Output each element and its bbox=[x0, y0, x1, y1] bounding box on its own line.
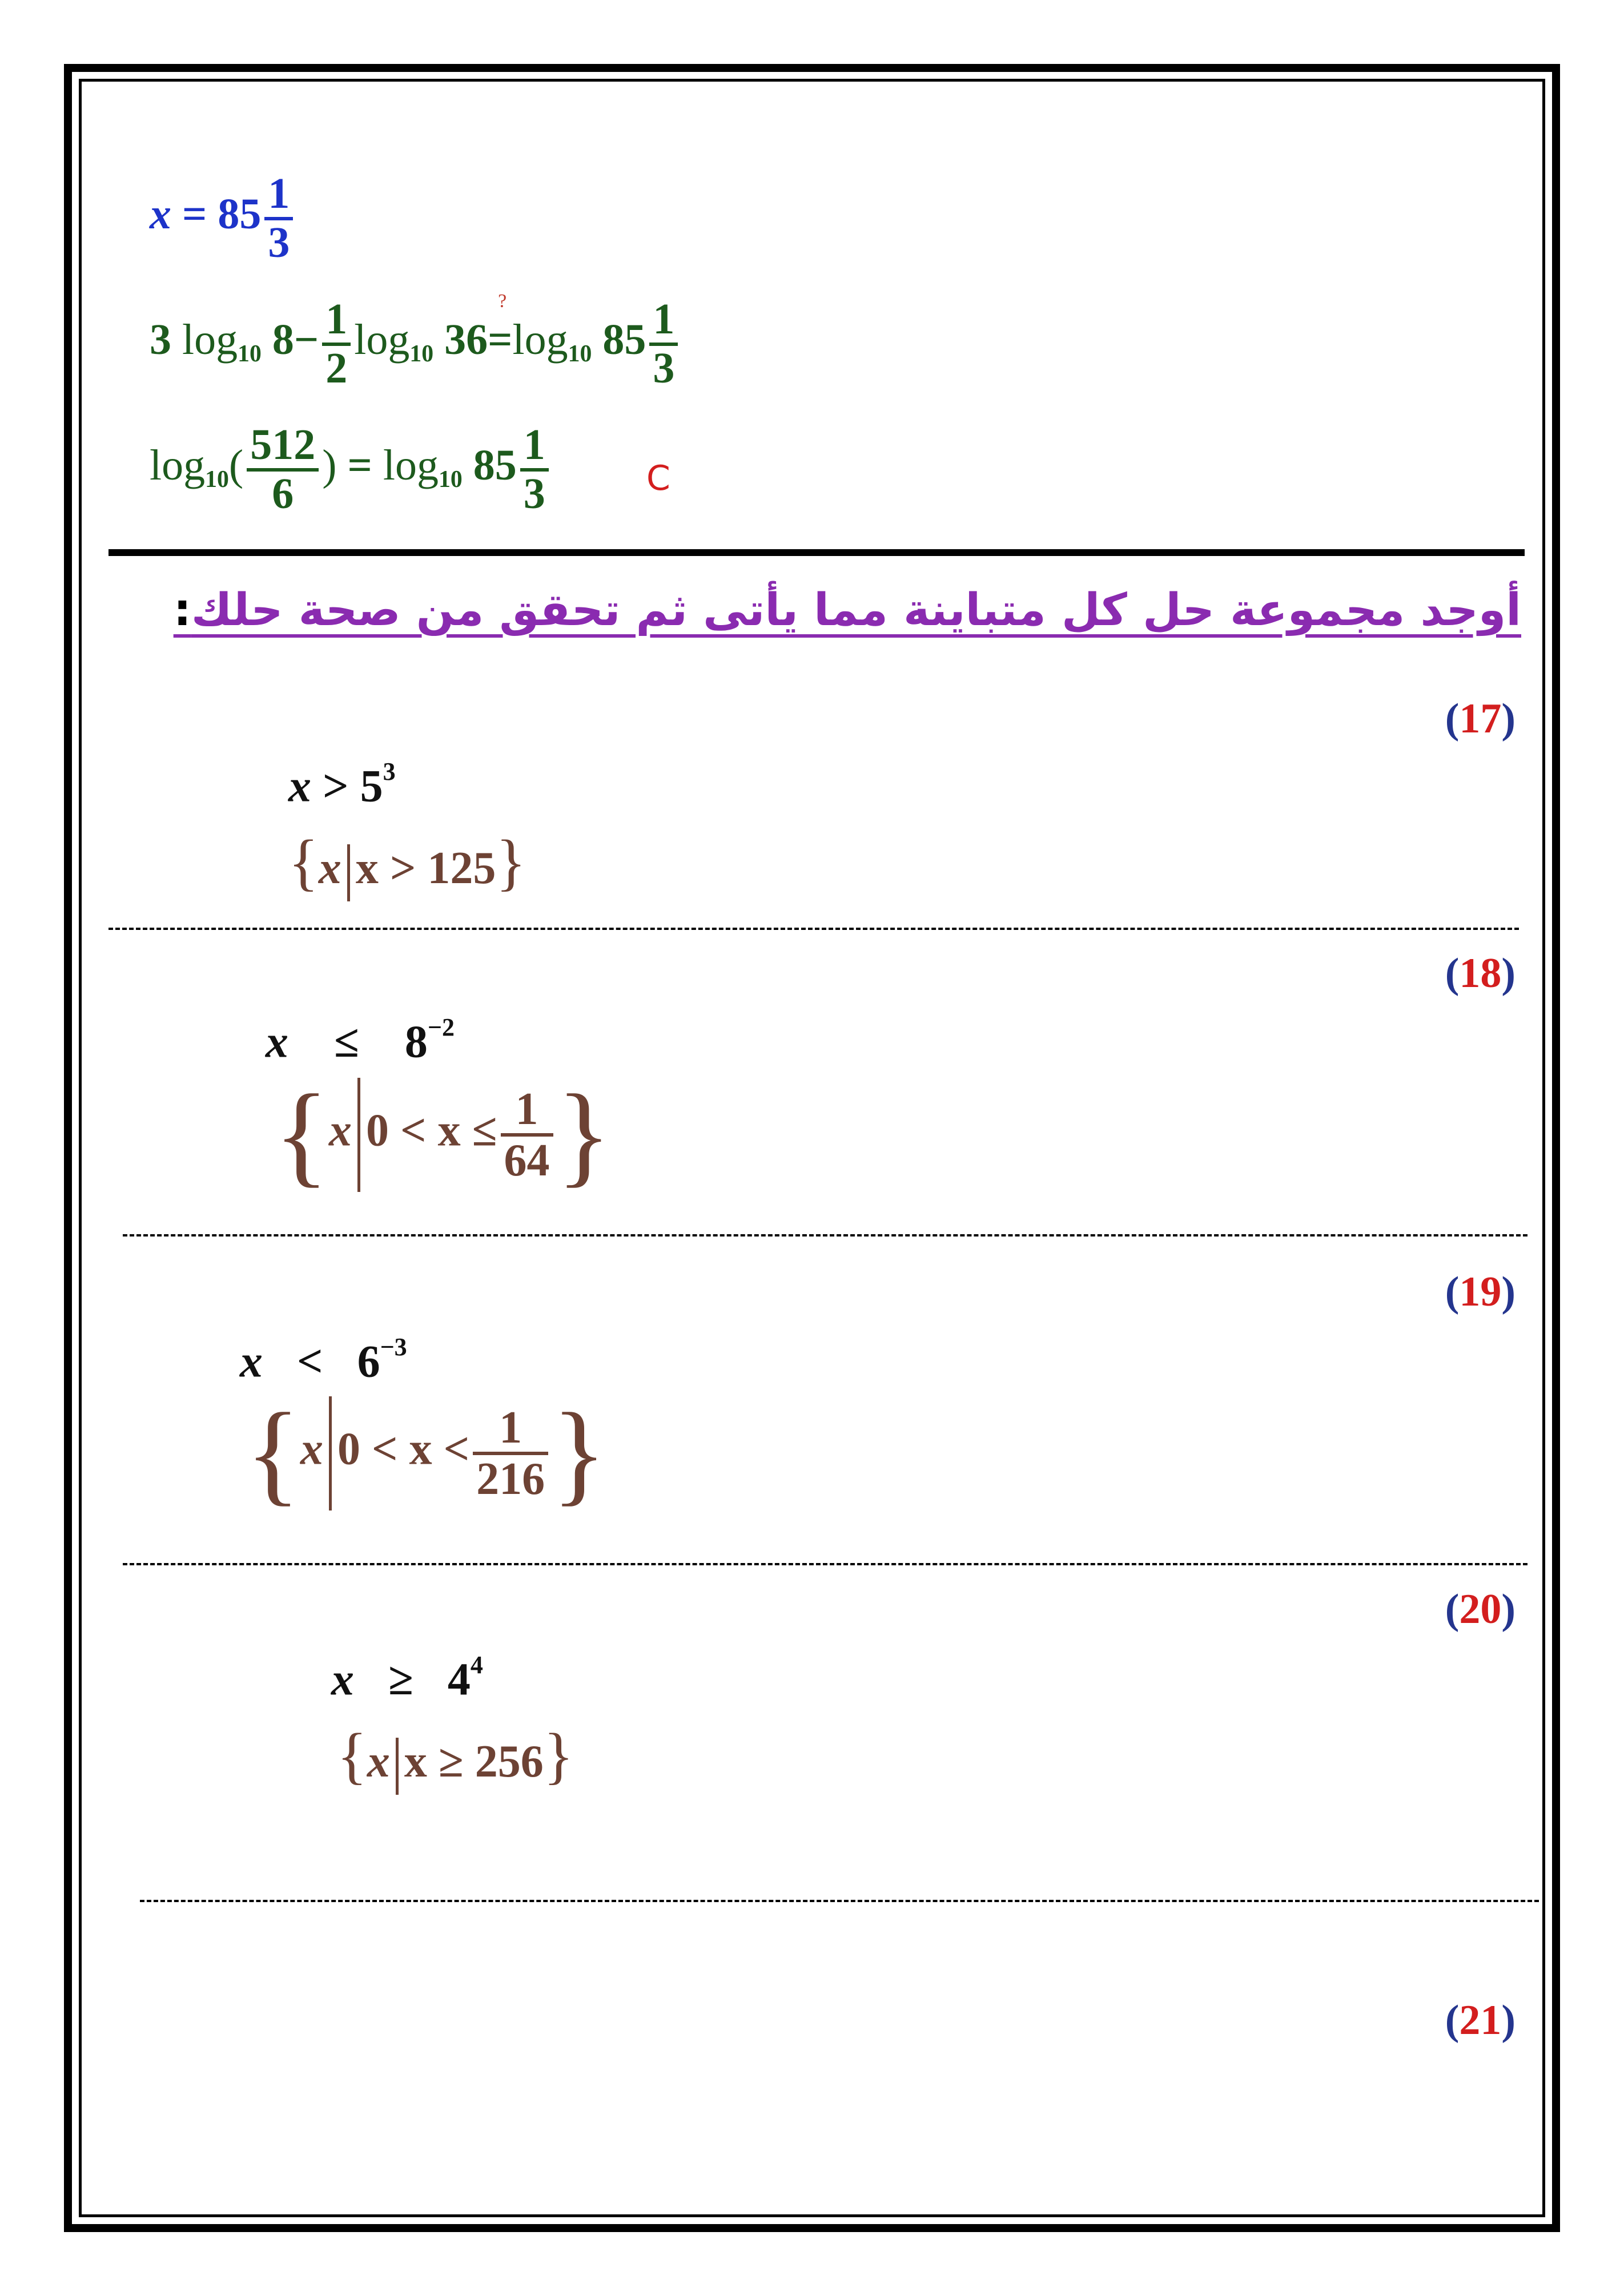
paren-open: ( bbox=[1445, 1586, 1460, 1633]
inequality-18 bbox=[266, 1013, 455, 1068]
dashed-separator bbox=[140, 1900, 1539, 1902]
dashed-separator bbox=[123, 1234, 1527, 1236]
set-condition: x ≥ 256 bbox=[404, 1737, 544, 1787]
log-base-2: 10 bbox=[409, 340, 434, 367]
var-x: x bbox=[240, 1336, 263, 1387]
instructions-heading bbox=[173, 585, 1521, 636]
open-paren: ( bbox=[228, 441, 244, 490]
whole-number: 85 bbox=[218, 190, 262, 239]
paren-open: ( bbox=[1445, 1268, 1460, 1315]
section-divider bbox=[108, 549, 1525, 556]
rhs-fraction bbox=[520, 422, 549, 517]
equals-sign: = bbox=[182, 190, 207, 239]
solution-set-17 bbox=[288, 827, 526, 901]
rhs-whole: 85 bbox=[473, 441, 517, 490]
set-bar bbox=[329, 1396, 332, 1510]
bound-denominator: 216 bbox=[476, 1454, 545, 1504]
paren-open: ( bbox=[1445, 695, 1460, 742]
heading-colon: : bbox=[173, 585, 191, 636]
quotient-denominator: 6 bbox=[272, 469, 294, 518]
coefficient: 3 bbox=[150, 316, 171, 364]
var-x: x bbox=[288, 761, 311, 812]
set-condition: 0 < x ≤ bbox=[366, 1105, 497, 1156]
problem-number-21 bbox=[1445, 1997, 1516, 2044]
number: 17 bbox=[1459, 695, 1502, 742]
rhs-denominator: 3 bbox=[523, 469, 545, 518]
rhs-denominator: 3 bbox=[653, 344, 675, 392]
bound-fraction bbox=[501, 1085, 553, 1185]
base: 8 bbox=[404, 1017, 428, 1068]
var-x: x bbox=[331, 1654, 354, 1705]
fraction-denominator: 3 bbox=[268, 218, 290, 267]
brace-open: { bbox=[246, 1390, 300, 1516]
paren-close: ) bbox=[1501, 1586, 1516, 1633]
solution-set-19 bbox=[246, 1390, 607, 1516]
paren-close: ) bbox=[1501, 695, 1516, 742]
log-base: 10 bbox=[205, 466, 229, 493]
log-base: 10 bbox=[238, 340, 262, 367]
number: 19 bbox=[1459, 1268, 1502, 1315]
set-bar bbox=[396, 1738, 399, 1795]
rhs-fraction bbox=[649, 297, 678, 392]
log-label: log bbox=[182, 316, 238, 364]
bound-denominator: 64 bbox=[504, 1135, 550, 1186]
set-condition: x > 125 bbox=[355, 843, 496, 893]
log-base-2: 10 bbox=[438, 466, 463, 493]
brace-open: { bbox=[337, 1721, 367, 1790]
number: 21 bbox=[1459, 1997, 1502, 2044]
paren-close: ) bbox=[1501, 950, 1516, 997]
paren-open: ( bbox=[1445, 1997, 1460, 2044]
question-mark: ? bbox=[498, 291, 507, 312]
operator: ≥ bbox=[388, 1654, 413, 1705]
log-argument-1: 8 bbox=[272, 316, 294, 364]
rhs-numerator: 1 bbox=[520, 422, 549, 472]
rhs-numerator: 1 bbox=[649, 297, 678, 346]
set-bar bbox=[347, 844, 350, 901]
equation-line-2 bbox=[150, 291, 681, 392]
exponent: −3 bbox=[380, 1333, 407, 1361]
paren-close: ) bbox=[1501, 1997, 1516, 2044]
log-label-2: log bbox=[383, 441, 439, 490]
quotient-fraction bbox=[247, 422, 319, 517]
brace-close: } bbox=[496, 827, 526, 897]
bound-fraction bbox=[473, 1404, 548, 1503]
inequality-20 bbox=[331, 1651, 483, 1705]
base: 4 bbox=[447, 1654, 471, 1705]
bound-numerator: 1 bbox=[501, 1085, 553, 1137]
equation-line-3 bbox=[150, 422, 552, 517]
equation-line-1 bbox=[150, 171, 296, 266]
log-label-2: log bbox=[354, 316, 410, 364]
problem-number-17 bbox=[1445, 695, 1516, 742]
log-label-3: log bbox=[512, 316, 568, 364]
solution-set-18 bbox=[274, 1072, 612, 1198]
fraction bbox=[264, 171, 293, 266]
set-var: x bbox=[318, 843, 341, 893]
correct-mark: C bbox=[646, 458, 670, 498]
brace-open: { bbox=[274, 1072, 329, 1198]
paren-open: ( bbox=[1445, 950, 1460, 997]
dashed-separator bbox=[123, 1563, 1527, 1565]
inequality-17 bbox=[288, 758, 396, 812]
log-base-3: 10 bbox=[568, 340, 592, 367]
minus-sign: − bbox=[294, 316, 319, 364]
problem-number-20 bbox=[1445, 1586, 1516, 1633]
number: 18 bbox=[1459, 950, 1502, 997]
equals-sign-2: = bbox=[488, 316, 513, 364]
log-argument-2: 36 bbox=[444, 316, 488, 364]
solution-set-20 bbox=[337, 1721, 574, 1795]
problem-number-18 bbox=[1445, 950, 1516, 997]
check-equals bbox=[488, 291, 513, 364]
fraction-numerator: 1 bbox=[264, 171, 293, 220]
operator: < bbox=[297, 1336, 323, 1387]
base: 6 bbox=[357, 1336, 380, 1387]
brace-close: } bbox=[552, 1390, 607, 1516]
inequality-19 bbox=[240, 1333, 407, 1387]
var-x: x bbox=[150, 190, 171, 239]
set-var: x bbox=[329, 1105, 352, 1156]
half-denominator: 2 bbox=[325, 344, 348, 392]
operator: > bbox=[323, 761, 349, 812]
number: 20 bbox=[1459, 1586, 1502, 1633]
equals-sign: = bbox=[347, 441, 372, 490]
brace-close: } bbox=[543, 1721, 574, 1790]
set-condition: 0 < x < bbox=[337, 1424, 470, 1475]
half-numerator: 1 bbox=[322, 297, 351, 346]
rhs-whole: 85 bbox=[602, 316, 646, 364]
half-fraction bbox=[322, 297, 351, 392]
base: 5 bbox=[360, 761, 383, 812]
set-var: x bbox=[300, 1424, 323, 1475]
set-bar bbox=[357, 1078, 360, 1192]
set-var: x bbox=[367, 1737, 390, 1787]
close-paren: ) bbox=[322, 441, 337, 490]
brace-open: { bbox=[288, 827, 319, 897]
quotient-numerator: 512 bbox=[247, 422, 319, 472]
dashed-separator bbox=[108, 928, 1519, 930]
operator: ≤ bbox=[334, 1017, 359, 1068]
paren-close: ) bbox=[1501, 1268, 1516, 1315]
heading-text: أوجد مجموعة حل كل متباينة مما يأتى ثم تحقق من صحة حلك bbox=[191, 585, 1521, 636]
brace-close: } bbox=[556, 1072, 612, 1198]
bound-numerator: 1 bbox=[473, 1404, 548, 1455]
log-label: log bbox=[150, 441, 206, 490]
var-x: x bbox=[266, 1017, 288, 1068]
exponent: −2 bbox=[427, 1013, 455, 1041]
problem-number-19 bbox=[1445, 1268, 1516, 1315]
exponent: 4 bbox=[470, 1651, 483, 1679]
exponent: 3 bbox=[383, 758, 396, 786]
